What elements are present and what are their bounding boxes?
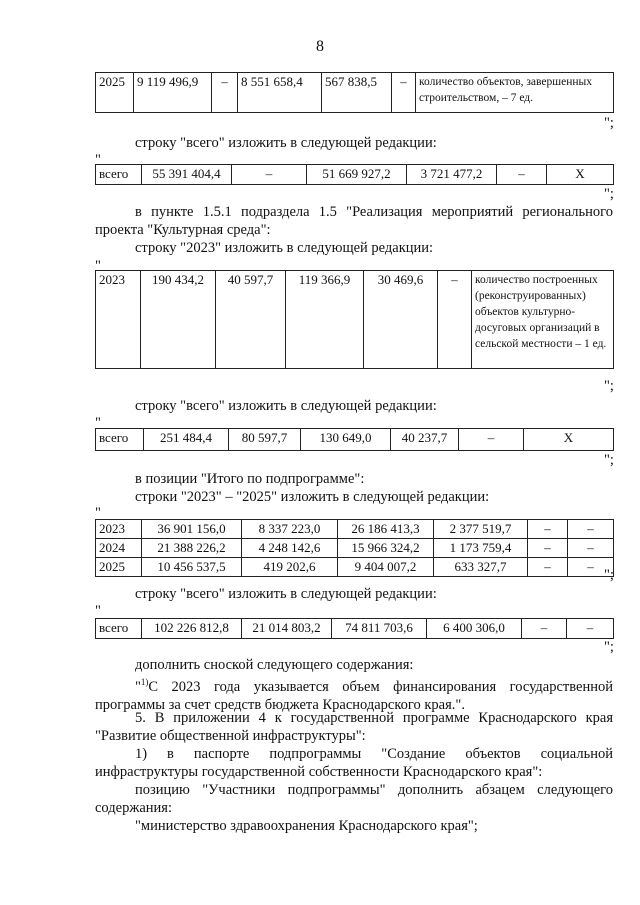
table-row xyxy=(96,165,614,185)
page-number: 8 xyxy=(316,38,324,55)
end-quote: "; xyxy=(604,115,614,131)
cell-total: 36 901 156,0 xyxy=(142,520,242,539)
total-row-table-3 xyxy=(95,618,614,639)
cell-fed: – xyxy=(232,165,307,185)
cell-other: – xyxy=(528,520,568,539)
cell-total: 10 456 537,5 xyxy=(142,558,242,577)
row-2025-table xyxy=(95,72,614,113)
end-quote: "; xyxy=(604,186,614,202)
open-quote: " xyxy=(95,505,101,521)
cell-other: – xyxy=(522,619,567,639)
cell-local: 633 327,7 xyxy=(434,558,528,577)
cell-result: Х xyxy=(547,165,614,185)
years-table xyxy=(95,519,614,577)
item-5-1: 1) в паспорте подпрограммы "Создание объектов социальной инфраструктуры государственной собственности Краснодарского края": xyxy=(95,746,613,780)
cell-fed: 4 248 142,6 xyxy=(242,539,338,558)
cell-result: количество объектов, завершенных строительством, – 7 ед. xyxy=(416,73,614,113)
total-row-table-1 xyxy=(95,164,614,185)
instruction-2023: строку "2023" изложить в следующей редакции: xyxy=(135,240,434,256)
footnote-marker: 1) xyxy=(140,677,149,687)
cell-local: 3 721 477,2 xyxy=(407,165,497,185)
footnote-open-quote: " xyxy=(135,678,141,695)
table-row xyxy=(96,520,614,539)
table-row xyxy=(96,73,614,113)
cell-total: 190 434,2 xyxy=(141,271,216,369)
cell-other: – xyxy=(528,539,568,558)
cell-local: 567 838,5 xyxy=(322,73,392,113)
cell-fed: 8 337 223,0 xyxy=(242,520,338,539)
end-quote: "; xyxy=(604,378,614,394)
instruction-itogo: в позиции "Итого по подпрограмме": xyxy=(135,471,365,487)
cell-fed: – xyxy=(212,73,238,113)
cell-local: 6 400 306,0 xyxy=(427,619,522,639)
cell-total: 55 391 404,4 xyxy=(142,165,232,185)
item-5: 5. В приложении 4 к государственной программе Краснодарского края "Развитие общественной инфраструктуры": xyxy=(95,710,613,744)
cell-result: количество построенных (реконструированных) объектов культурно-досуговых организаций в сельской местности – 1 ед. xyxy=(472,271,614,369)
instruction-footnote: дополнить сноской следующего содержания: xyxy=(135,657,414,673)
cell-year: 2023 xyxy=(96,520,142,539)
cell-total: 9 119 496,9 xyxy=(134,73,212,113)
cell-result: – xyxy=(568,539,614,558)
cell-label: всего xyxy=(96,165,142,185)
cell-year: 2025 xyxy=(96,558,142,577)
cell-region: 8 551 658,4 xyxy=(238,73,322,113)
item-5-2: позицию "Участники подпрограммы" дополнить абзацем следующего содержания: xyxy=(95,782,613,816)
instruction-total-1: строку "всего" изложить в следующей редакции: xyxy=(135,135,437,151)
cell-fed: 21 014 803,2 xyxy=(242,619,332,639)
cell-label: всего xyxy=(96,429,144,451)
cell-result: – xyxy=(568,558,614,577)
open-quote: " xyxy=(95,415,101,431)
footnote-body: С 2023 года указывается объем финансирования государственной программы за счет средств бюджета Краснодарского края.". xyxy=(95,678,613,713)
cell-region: 15 966 324,2 xyxy=(338,539,434,558)
end-quote: "; xyxy=(604,567,614,583)
total-row-table-2 xyxy=(95,428,614,451)
item-5-3: "министерство здравоохранения Краснодарского края"; xyxy=(135,818,478,834)
cell-local: 2 377 519,7 xyxy=(434,520,528,539)
instruction-item: в пункте 1.5.1 подраздела 1.5 "Реализация мероприятий регионального проекта "Культурная среда": xyxy=(95,204,613,238)
end-quote: "; xyxy=(604,452,614,468)
cell-year: 2024 xyxy=(96,539,142,558)
cell-year: 2025 xyxy=(96,73,134,113)
cell-region: 51 669 927,2 xyxy=(307,165,407,185)
cell-year: 2023 xyxy=(96,271,141,369)
open-quote: " xyxy=(95,258,101,274)
table-row xyxy=(96,619,614,639)
open-quote: " xyxy=(95,603,101,619)
cell-other: – xyxy=(392,73,416,113)
cell-region: 74 811 703,6 xyxy=(332,619,427,639)
cell-local: 30 469,6 xyxy=(364,271,438,369)
cell-other: – xyxy=(528,558,568,577)
table-row xyxy=(96,539,614,558)
cell-result: – xyxy=(568,520,614,539)
cell-region: 9 404 007,2 xyxy=(338,558,434,577)
row-2023-table xyxy=(95,270,614,369)
table-row xyxy=(96,429,614,451)
cell-result: Х xyxy=(524,429,614,451)
cell-other: – xyxy=(459,429,524,451)
cell-region: 26 186 413,3 xyxy=(338,520,434,539)
cell-fed: 40 597,7 xyxy=(216,271,286,369)
cell-label: всего xyxy=(96,619,142,639)
cell-other: – xyxy=(438,271,472,369)
cell-result: – xyxy=(567,619,614,639)
footnote-text xyxy=(95,673,613,714)
instruction-total-3: строку "всего" изложить в следующей редакции: xyxy=(135,586,437,602)
end-quote: "; xyxy=(604,639,614,655)
cell-region: 119 366,9 xyxy=(286,271,364,369)
cell-local: 40 237,7 xyxy=(391,429,459,451)
cell-region: 130 649,0 xyxy=(301,429,391,451)
cell-other: – xyxy=(497,165,547,185)
cell-total: 21 388 226,2 xyxy=(142,539,242,558)
open-quote: " xyxy=(95,152,101,168)
cell-total: 102 226 812,8 xyxy=(142,619,242,639)
table-row xyxy=(96,558,614,577)
cell-fed: 419 202,6 xyxy=(242,558,338,577)
cell-total: 251 484,4 xyxy=(144,429,229,451)
instruction-rows: строки "2023" – "2025" изложить в следующей редакции: xyxy=(135,489,490,505)
table-row xyxy=(96,271,614,369)
instruction-total-2: строку "всего" изложить в следующей редакции: xyxy=(135,398,437,414)
cell-fed: 80 597,7 xyxy=(229,429,301,451)
cell-local: 1 173 759,4 xyxy=(434,539,528,558)
